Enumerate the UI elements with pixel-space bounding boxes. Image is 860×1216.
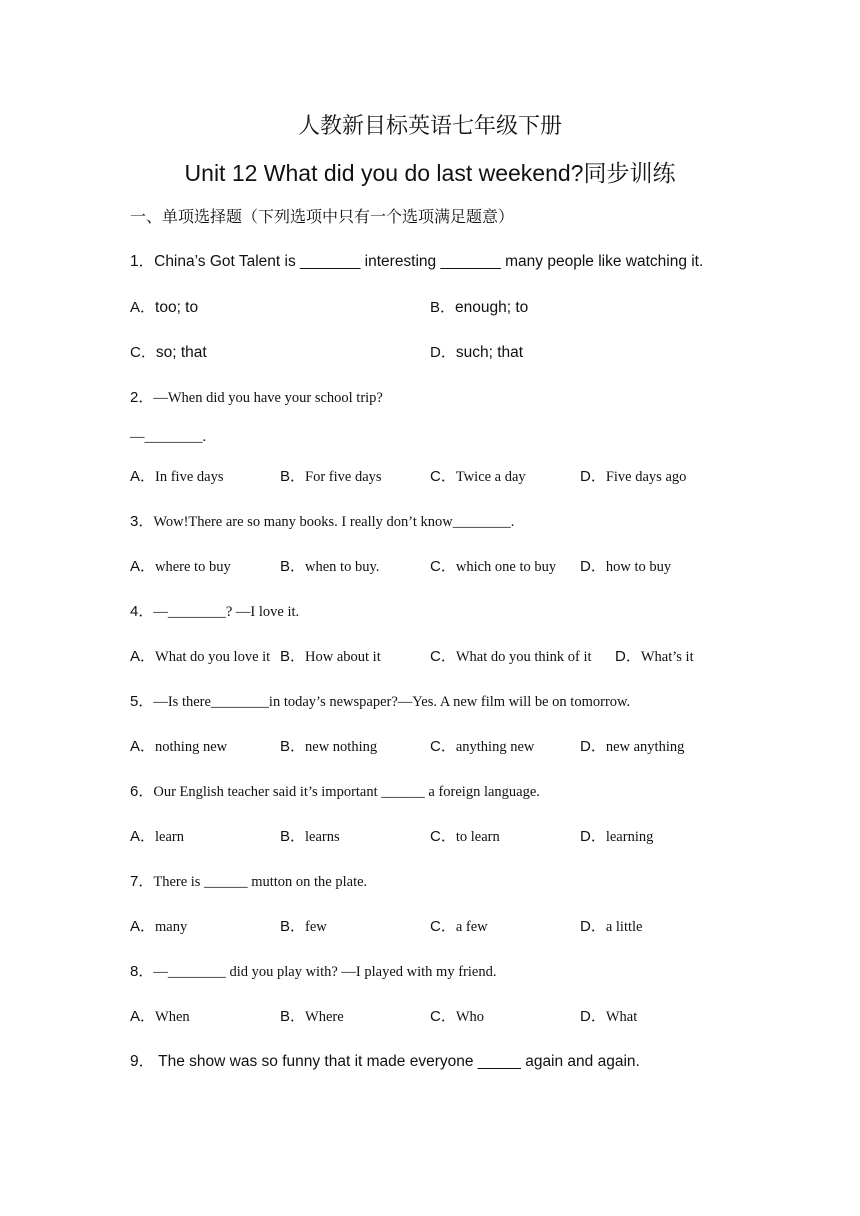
question-6-option-c: C．to learn [430, 828, 500, 845]
question-6-option-d: D．learning [580, 828, 654, 845]
question-5-option-c: C．anything new [430, 738, 535, 755]
question-4-option-b: B．How about it [280, 648, 381, 665]
question-2-number: 2． [130, 389, 154, 406]
question-8-option-a: A．When [130, 1008, 190, 1025]
document-subtitle: Unit 12 What did you do last weekend?同步训练 [184, 160, 676, 186]
question-4-option-c: C．What do you think of it [430, 648, 592, 665]
question-4-text: —________? —I love it. [153, 604, 300, 620]
question-2-option-a: A．In five days [130, 468, 224, 485]
question-1-option-b: B．enough; to [430, 299, 529, 316]
question-7-option-c: C．a few [430, 918, 488, 935]
question-8-option-b: B．Where [280, 1008, 344, 1025]
question-7-option-b: B．few [280, 918, 327, 935]
question-3-option-d: D．how to buy [580, 558, 672, 575]
question-1-option-c: C．so; that [130, 344, 207, 361]
question-1-option-d: D．such; that [430, 344, 524, 361]
question-6-option-b: B．learns [280, 828, 340, 845]
question-7-option-d: D．a little [580, 918, 643, 935]
question-3-text: Wow!There are so many books. I really don’t know________. [153, 514, 515, 530]
question-7-stem [130, 870, 367, 892]
question-3-option-a: A．where to buy [130, 558, 231, 575]
section-heading: 一、单项选择题（下列选项中只有一个选项满足题意） [130, 207, 515, 226]
question-4-option-d: D．What’s it [615, 648, 694, 665]
question-3-stem [130, 510, 514, 532]
question-5-stem [130, 690, 630, 712]
question-number: 7． [130, 873, 154, 890]
question-5-text: —Is there________in today’s newspaper?—Yes. A new film will be on tomorrow. [153, 694, 631, 710]
question-8-option-d: D．What [580, 1008, 638, 1025]
question-6-option-a: A．learn [130, 828, 184, 845]
question-7-option-a: A．many [130, 918, 188, 935]
question-3-option-b: B．when to buy. [280, 558, 380, 575]
question-number: 8． [130, 963, 154, 980]
question-8-text: —________ did you play with? —I played with my friend. [153, 964, 497, 980]
question-7-text: There is ______ mutton on the plate. [153, 874, 368, 890]
question-2-option-d: D．Five days ago [580, 468, 687, 485]
question-2-stem [130, 386, 383, 408]
question-2-answer-line: —________. [130, 429, 207, 445]
question-3-option-c: C．which one to buy [430, 558, 557, 575]
question-5-option-a: A．nothing new [130, 738, 228, 755]
question-2-option-c: C．Twice a day [430, 468, 526, 485]
question-2-text: —When did you have your school trip? [153, 390, 383, 406]
question-number: 6． [130, 783, 154, 800]
question-number: 3． [130, 513, 154, 530]
question-number: 5． [130, 693, 154, 710]
question-2-option-b: B．For five days [280, 468, 382, 485]
question-6-text: Our English teacher said it’s important ______ a foreign language. [153, 784, 540, 800]
question-number: 4． [130, 603, 154, 620]
question-4-stem [130, 600, 299, 622]
question-5-option-d: D．new anything [580, 738, 685, 755]
question-8-option-c: C．Who [430, 1008, 485, 1025]
question-9-stem: 9． The show was so funny that it made everyone _____ again and again. [130, 1053, 640, 1070]
question-6-stem [130, 780, 540, 802]
question-1-option-a: A．too; to [130, 299, 199, 316]
question-1-stem: 1．China’s Got Talent is _______ interesting _______ many people like watching it. [130, 253, 704, 270]
question-5-option-b: B．new nothing [280, 738, 378, 755]
question-4-option-a: A．What do you love it [130, 648, 271, 665]
question-8-stem [130, 960, 496, 982]
document-title: 人教新目标英语七年级下册 [297, 114, 562, 139]
